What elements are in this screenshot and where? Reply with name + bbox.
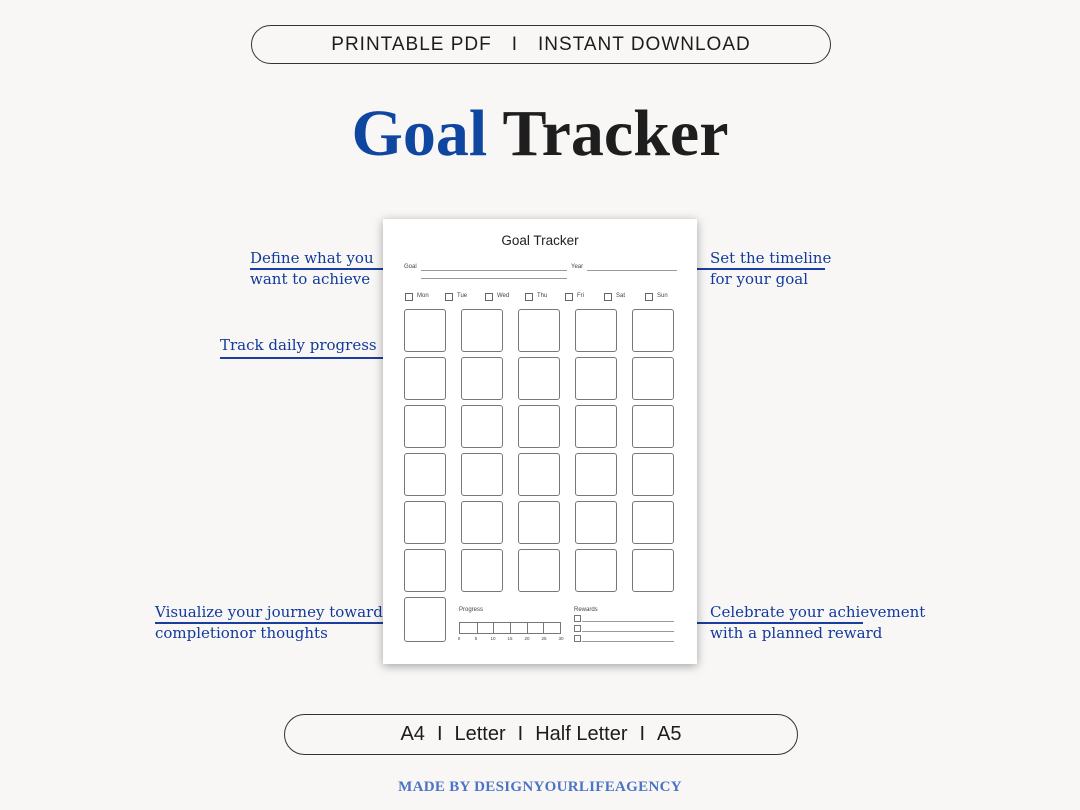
format-label-download: INSTANT DOWNLOAD (538, 33, 751, 55)
grid-cell (632, 501, 674, 544)
day-checkbox (645, 293, 653, 301)
size-separator-3: I (639, 723, 646, 745)
sizes-pill (284, 714, 798, 755)
grid-cell (632, 405, 674, 448)
size-separator-2: I (517, 723, 524, 745)
grid-cell (518, 357, 560, 400)
progress-tick-label: 0 (457, 636, 461, 641)
title-accent: Goal (351, 97, 488, 170)
goal-underline (421, 270, 567, 271)
progress-divider (477, 623, 478, 633)
day-checkbox (565, 293, 573, 301)
connector-track (220, 357, 392, 359)
goal-label: Goal (404, 264, 417, 270)
annotation-celebrate-line-2: with a planned reward (710, 624, 883, 642)
grid-cell (518, 453, 560, 496)
size-letter: Letter (454, 723, 506, 745)
format-label-printable: PRINTABLE PDF (331, 33, 492, 55)
annotation-define-line-1: Define what you (250, 249, 374, 267)
progress-tick-label: 30 (558, 636, 564, 641)
grid-cell (575, 309, 617, 352)
day-checkbox (405, 293, 413, 301)
progress-divider (543, 623, 544, 633)
size-half-letter: Half Letter (535, 723, 628, 745)
day-checkbox (445, 293, 453, 301)
reward-line-3 (582, 641, 674, 642)
day-label: Fri (577, 293, 584, 299)
annotation-track-line: Track daily progress (220, 336, 377, 354)
sheet-title: Goal Tracker (501, 233, 579, 248)
annotation-define-line-2: want to achieve (250, 270, 371, 288)
day-checkbox (604, 293, 612, 301)
planner-sheet-preview (383, 219, 697, 664)
goal-underline-2 (421, 278, 567, 279)
day-label: Sat (616, 293, 626, 299)
reward-line-1 (582, 621, 674, 622)
annotation-visualize-line-2: completionor thoughts (155, 624, 328, 642)
grid-cell (575, 501, 617, 544)
grid-cell (632, 453, 674, 496)
annotation-track (220, 335, 377, 356)
connector-celebrate (688, 622, 863, 624)
grid-cell (575, 549, 617, 592)
progress-tick-label: 20 (524, 636, 530, 641)
progress-tick-label: 15 (507, 636, 513, 641)
connector-timeline (685, 268, 825, 270)
progress-tick-label: 25 (541, 636, 547, 641)
grid-cell (518, 501, 560, 544)
annotation-timeline-line-1: Set the timeline (710, 249, 832, 267)
grid-cell (632, 549, 674, 592)
grid-cell (404, 453, 446, 496)
format-pill (251, 25, 831, 64)
reward-checkbox-3 (574, 635, 581, 642)
grid-cell (404, 405, 446, 448)
reward-line-2 (582, 631, 674, 632)
year-label: Year (571, 264, 584, 270)
rewards-label: Rewards (574, 607, 598, 613)
day-label: Wed (497, 293, 510, 299)
size-a4: A4 (400, 723, 425, 745)
grid-cell (575, 453, 617, 496)
progress-divider (493, 623, 494, 633)
footer-credit: MADE BY DESIGNYOURLIFEAGENCY (398, 779, 682, 795)
grid-cell (461, 405, 503, 448)
grid-cell (632, 357, 674, 400)
progress-tick-label: 5 (474, 636, 478, 641)
grid-cell (632, 309, 674, 352)
annotation-visualize-line-1: Visualize your journey toward (155, 603, 383, 621)
connector-define (250, 268, 395, 270)
day-label: Thu (537, 293, 548, 299)
progress-bar (459, 622, 561, 634)
grid-cell (461, 549, 503, 592)
grid-cell (404, 309, 446, 352)
grid-cell (404, 501, 446, 544)
grid-cell (518, 309, 560, 352)
grid-cell (461, 501, 503, 544)
progress-divider (510, 623, 511, 633)
title-rest: Tracker (502, 97, 729, 170)
grid-cell (575, 405, 617, 448)
grid-cell (518, 405, 560, 448)
size-a5: A5 (657, 723, 682, 745)
grid-cell (404, 549, 446, 592)
grid-cell (461, 309, 503, 352)
grid-cell (518, 549, 560, 592)
day-checkbox (525, 293, 533, 301)
annotation-celebrate-line-1: Celebrate your achievement (710, 603, 926, 621)
year-underline (587, 270, 677, 271)
page-title (0, 96, 1080, 172)
day-checkbox (485, 293, 493, 301)
day-label: Mon (417, 293, 429, 299)
grid-cell (575, 357, 617, 400)
day-label: Tue (457, 293, 468, 299)
format-separator: I (511, 33, 519, 55)
reward-checkbox-1 (574, 615, 581, 622)
annotation-timeline-line-2: for your goal (710, 270, 808, 288)
grid-cell (404, 357, 446, 400)
grid-cell (461, 357, 503, 400)
progress-label: Progress (459, 607, 484, 613)
grid-cell (461, 453, 503, 496)
size-separator-1: I (436, 723, 443, 745)
progress-divider (527, 623, 528, 633)
grid-cell-extra (404, 597, 446, 642)
progress-tick-label: 10 (490, 636, 496, 641)
day-label: Sun (657, 293, 668, 299)
reward-checkbox-2 (574, 625, 581, 632)
